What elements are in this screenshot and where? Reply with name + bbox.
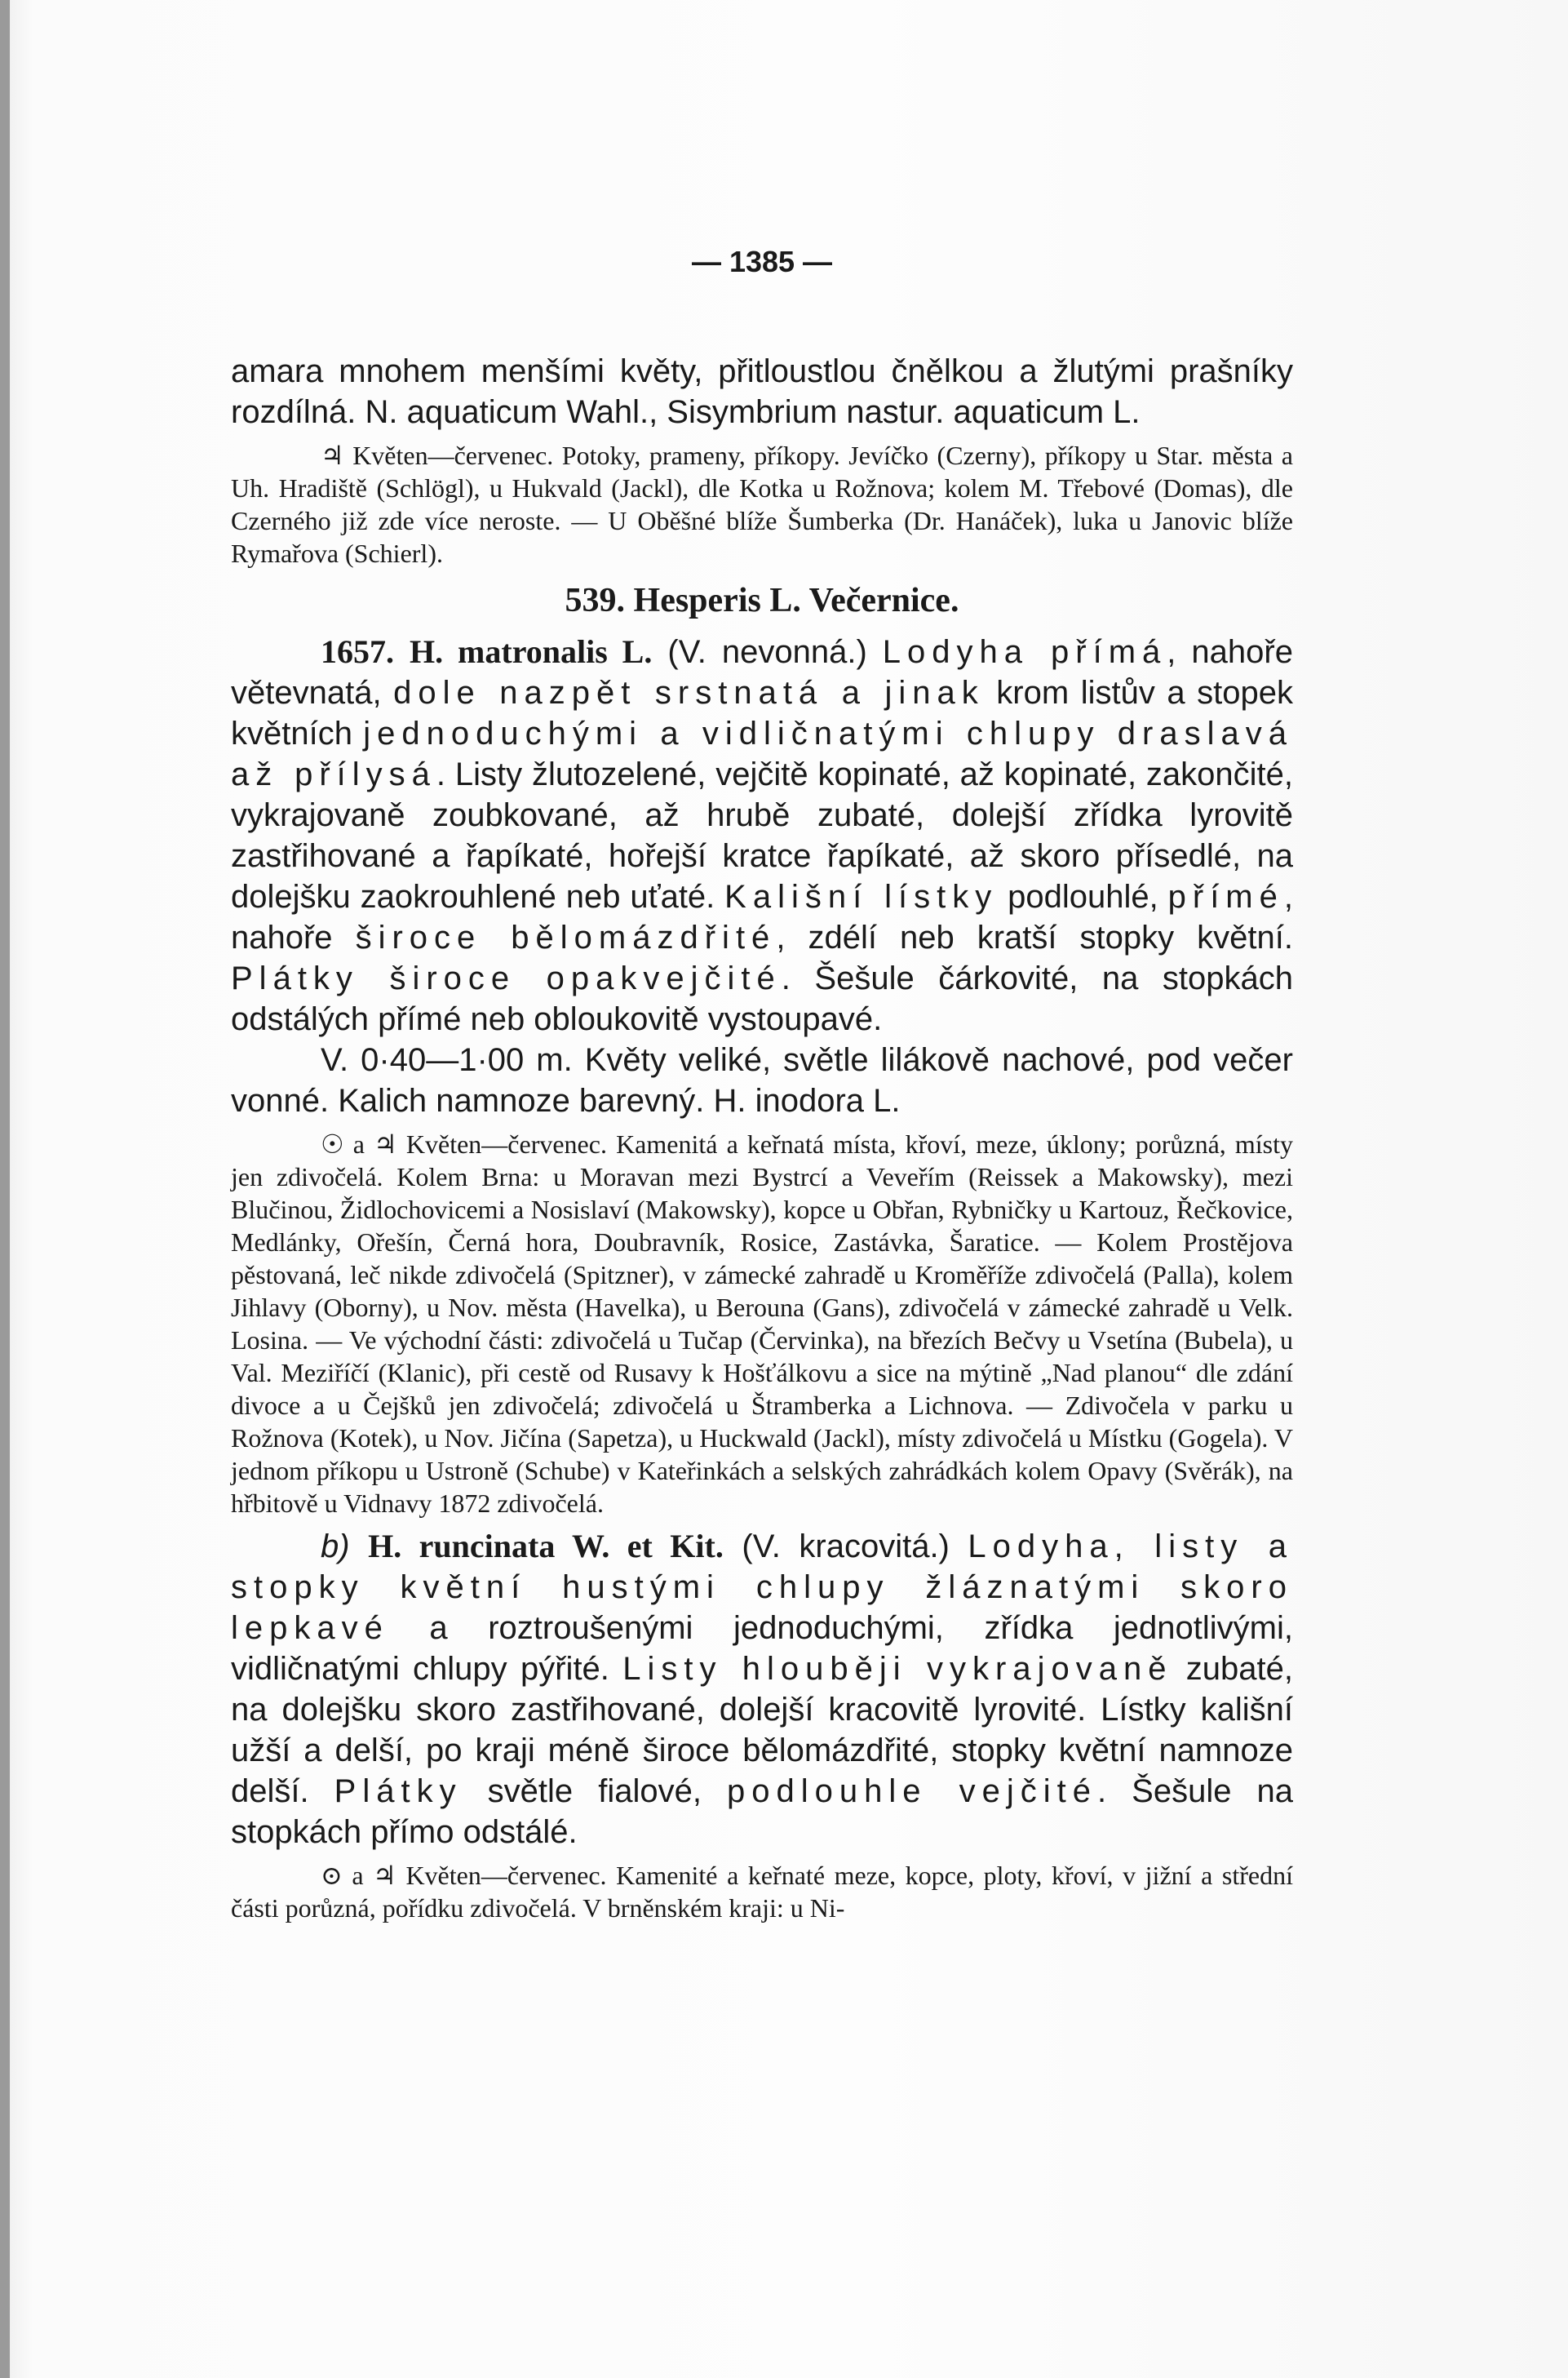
spaced-text: Lodyha přímá: [882, 634, 1167, 670]
page-edge-shadow: [0, 0, 10, 2378]
species-number: 1657.: [321, 633, 394, 670]
species-description-runcinata: [231, 1526, 1293, 1852]
book-page: [231, 245, 1293, 1924]
spaced-text: Listy hlouběji vykrajovaně: [622, 1651, 1173, 1687]
text-run: a roztroušenými jednoduchými, zřídka jednotlivými, vidličnatými chlupy pýřité.: [231, 1610, 1293, 1687]
text-run: zubaté, na dolejšku skoro zastřihované, dolejší kracovitě lyrovité. Lístky kališní užší a delší, po kraji méně široce bělomázdřité, stopky květní namnoze delší.: [231, 1651, 1293, 1809]
text-run: , nahoře: [231, 879, 1293, 956]
spaced-text: Plátky: [334, 1773, 463, 1809]
text-run: . Šešule čárkovité, na stopkách odstálých přímé neb obloukovitě vystoupavé.: [231, 961, 1293, 1037]
page-number: — 1385 —: [691, 245, 833, 278]
text-run: (V. kracovitá.): [723, 1528, 968, 1564]
genus-heading: 539. Hesperis L. Večernice.: [565, 582, 959, 619]
species-name: H. matronalis L.: [410, 633, 653, 670]
species-description-matronalis: [231, 632, 1293, 1040]
spaced-text: Kališní lístky: [724, 879, 999, 915]
spaced-text: široce bělomázdřité: [355, 920, 777, 956]
subspecies-label: b): [321, 1528, 350, 1564]
text-run: , nahoře větevnatá,: [231, 634, 1293, 711]
distribution-note-matronalis: ☉ a ♃ Květen—červenec. Kamenitá a keřnatá místa, křoví, meze, úklony; porůzná, místy jen zdivočelá. Kolem Brna: u Moravan mezi Bystrcí a Veveřím (Reissek a Makowsky), mezi Blučinou, Židlochovicemi a Nosislaví (Makowsky), kopce u Obřan, Rybničky u Kartouz, Řečkovice, Medlánky, Ořešín, Černá hora, Doubravník, Rosice, Zastávka, Šaratice. — Kolem Prostějova pěstovaná, leč nikde zdivočelá (Spitzner), v zámecké zahradě u Kroměříže zdivočelá (Palla), kolem Jihlavy (Oborny), u Nov. města (Havelka), u Berouna (Gans), zdivočelá v zámecké zahradě u Velk. Losina. — Ve východní části: zdivočelá u Tučap (Červinka), na březích Bečvy u Vsetína (Bubela), u Val. Meziříčí (Klanic), při cestě od Rusavy k Hošťálkovu a sice na mýtině „Nad planou“ dle zdání divoce a u Čejšků jen zdivočelá; zdivočelá u Štramberka a Lichnova. — Zdivočela v parku u Rožnova (Kotek), u Nov. Jičína (Sapetza), u Huckwald (Jackl), místy zdivočelá u Místku (Gogela). V jednom příkopu u Ustroně (Schube) v Kateřinkách a selských zahrádkách kolem Opavy (Svěrák), na hřbitově u Vidnavy 1872 zdivočelá.: [231, 1129, 1293, 1518]
text-run: , zdélí neb kratší stopky květní.: [776, 920, 1293, 956]
species-measurements: V. 0·40—1·00 m. Květy veliké, světle lilákově nachové, pod večer vonné. Kalich namnoze barevný. H. inodora L.: [231, 1042, 1293, 1119]
species-name: H. runcinata W. et Kit.: [368, 1528, 724, 1564]
text-run: světle fialové,: [462, 1773, 728, 1809]
text-run: podlouhlé,: [998, 879, 1168, 915]
text-run: . Listy žlutozelené, vejčitě kopinaté, až kopinaté, zakončité, vykrajovaně zoubkované, až hrubě zubaté, dolejší zřídka lyrovitě zastřihované a řapíkaté, hořejší kratce řapíkaté, až skoro přísedlé, na dolejšku zaokrouhlené neb uťaté.: [231, 756, 1294, 915]
spaced-text: Lodyha, listy a stopky květní hustými chlupy žláznatými skoro lepkavé: [231, 1528, 1293, 1646]
text-run: krom listův a stopek květních: [231, 675, 1293, 752]
paragraph-continuation: amara mnohem menšími květy, přitloustlou čnělkou a žlutými prašníky rozdílná. N. aquaticum Wahl., Sisymbrium nastur. aquaticum L.: [231, 353, 1293, 430]
spaced-text: jednoduchými a vidličnatými chlupy draslavá až přílysá: [231, 716, 1293, 792]
spaced-text: přímé: [1167, 879, 1284, 915]
distribution-note-runcinata: ⊙ a ♃ Květen—červenec. Kamenité a keřnaté meze, kopce, ploty, křoví, v jižní a střední části porůzná, pořídku zdivočelá. V brněnském kraji: u Ni-: [231, 1861, 1293, 1923]
distribution-note-nasturtium: ♃ Květen—červenec. Potoky, prameny, příkopy. Jevíčko (Czerny), příkopy u Star. města a Uh. Hradiště (Schlögl), u Hukvald (Jackl), dle Kotka u Rožnova; kolem M. Třebové (Domas), dle Czerného již zde více neroste. — U Oběšné blíže Šumberka (Dr. Hanáček), luka u Janovic blíže Rymařova (Schierl).: [231, 441, 1293, 568]
spaced-text: Plátky široce opakvejčité: [231, 961, 782, 996]
spaced-text: dole nazpět srstnatá a jinak: [393, 675, 985, 711]
spaced-text: podlouhle vejčité: [727, 1773, 1097, 1809]
text-run: (V. nevonná.): [652, 634, 883, 670]
text-run: . Šešule na stopkách přímo odstálé.: [231, 1773, 1293, 1850]
